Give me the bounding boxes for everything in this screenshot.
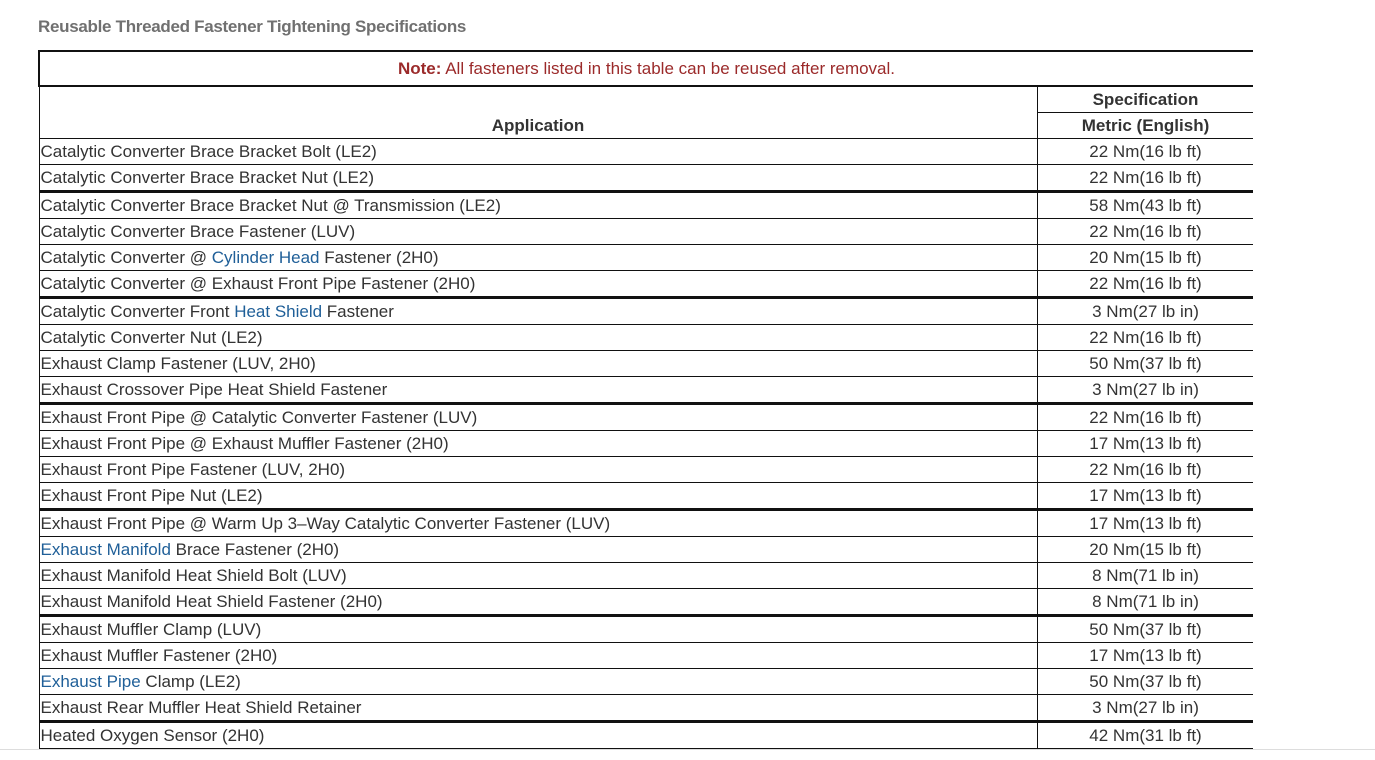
application-text: Catalytic Converter Brace Bracket Nut @ Transmission (LE2) bbox=[40, 196, 501, 215]
bottom-bar bbox=[0, 749, 1375, 760]
table-row bbox=[39, 537, 1253, 563]
application-text: Exhaust Front Pipe @ Warm Up 3–Way Catalytic Converter Fastener (LUV) bbox=[40, 514, 611, 533]
specification-cell: 22 Nm(16 lb ft) bbox=[1037, 271, 1253, 298]
application-cell bbox=[39, 431, 1037, 457]
application-text: Catalytic Converter @ bbox=[40, 248, 212, 267]
table-row bbox=[39, 563, 1253, 589]
application-text: Exhaust Rear Muffler Heat Shield Retainer bbox=[40, 698, 362, 717]
application-text: Exhaust Muffler Fastener (2H0) bbox=[40, 646, 278, 665]
application-text: Catalytic Converter @ Exhaust Front Pipe Fastener (2H0) bbox=[40, 274, 476, 293]
specification-cell: 17 Nm(13 lb ft) bbox=[1037, 643, 1253, 669]
specification-cell: 22 Nm(16 lb ft) bbox=[1037, 165, 1253, 192]
specification-cell: 20 Nm(15 lb ft) bbox=[1037, 537, 1253, 563]
application-text: Fastener bbox=[322, 302, 394, 321]
specification-cell: 50 Nm(37 lb ft) bbox=[1037, 669, 1253, 695]
application-text: Exhaust Front Pipe Fastener (LUV, 2H0) bbox=[40, 460, 346, 479]
application-text: Catalytic Converter Brace Fastener (LUV) bbox=[40, 222, 356, 241]
specification-cell: 50 Nm(37 lb ft) bbox=[1037, 351, 1253, 377]
application-cell bbox=[39, 139, 1037, 165]
term-link[interactable]: Heat Shield bbox=[234, 302, 323, 321]
term-link[interactable]: Exhaust Pipe bbox=[40, 672, 141, 691]
application-cell bbox=[39, 298, 1037, 325]
table-row bbox=[39, 139, 1253, 165]
note-label: Note: bbox=[397, 59, 442, 78]
note-text: All fasteners listed in this table can be reused after removal. bbox=[441, 59, 896, 78]
application-cell bbox=[39, 695, 1037, 722]
specification-cell: 3 Nm(27 lb in) bbox=[1037, 298, 1253, 325]
page-title: Reusable Threaded Fastener Tightening Specifications bbox=[38, 17, 467, 36]
application-text: Exhaust Manifold Heat Shield Bolt (LUV) bbox=[40, 566, 347, 585]
specification-cell: 22 Nm(16 lb ft) bbox=[1037, 139, 1253, 165]
specification-cell: 22 Nm(16 lb ft) bbox=[1037, 404, 1253, 431]
application-text: Exhaust Front Pipe @ Catalytic Converter Fastener (LUV) bbox=[40, 408, 478, 427]
header-application: Application bbox=[39, 86, 1037, 139]
table-row bbox=[39, 457, 1253, 483]
application-cell bbox=[39, 643, 1037, 669]
table-row bbox=[39, 192, 1253, 219]
application-cell bbox=[39, 483, 1037, 510]
specification-cell: 17 Nm(13 lb ft) bbox=[1037, 431, 1253, 457]
table-row bbox=[39, 695, 1253, 722]
application-cell bbox=[39, 404, 1037, 431]
specification-cell: 17 Nm(13 lb ft) bbox=[1037, 510, 1253, 537]
header-metric-english: Metric (English) bbox=[1037, 113, 1253, 139]
application-text: Catalytic Converter Brace Bracket Nut (LE2) bbox=[40, 168, 375, 187]
application-text: Exhaust Clamp Fastener (LUV, 2H0) bbox=[40, 354, 316, 373]
application-cell bbox=[39, 192, 1037, 219]
table-row bbox=[39, 165, 1253, 192]
application-cell bbox=[39, 616, 1037, 643]
specification-cell: 22 Nm(16 lb ft) bbox=[1037, 219, 1253, 245]
table-row bbox=[39, 351, 1253, 377]
specification-cell: 8 Nm(71 lb in) bbox=[1037, 589, 1253, 616]
table-row bbox=[39, 431, 1253, 457]
application-cell bbox=[39, 245, 1037, 271]
table-row bbox=[39, 589, 1253, 616]
specification-cell: 42 Nm(31 lb ft) bbox=[1037, 722, 1253, 749]
table-row bbox=[39, 325, 1253, 351]
table-row bbox=[39, 271, 1253, 298]
application-text: Exhaust Crossover Pipe Heat Shield Fastener bbox=[40, 380, 388, 399]
application-text: Clamp (LE2) bbox=[140, 672, 241, 691]
application-text: Exhaust Muffler Clamp (LUV) bbox=[40, 620, 262, 639]
application-cell bbox=[39, 351, 1037, 377]
application-text: Catalytic Converter Nut (LE2) bbox=[40, 328, 263, 347]
spec-table-container bbox=[38, 50, 1253, 749]
application-text: Heated Oxygen Sensor (2H0) bbox=[40, 726, 265, 745]
application-cell bbox=[39, 377, 1037, 404]
table-row bbox=[39, 669, 1253, 695]
specification-cell: 20 Nm(15 lb ft) bbox=[1037, 245, 1253, 271]
application-text: Exhaust Manifold Heat Shield Fastener (2H0) bbox=[40, 592, 383, 611]
application-text: Fastener (2H0) bbox=[319, 248, 439, 267]
application-text: Brace Fastener (2H0) bbox=[170, 540, 340, 559]
application-text: Exhaust Front Pipe Nut (LE2) bbox=[40, 486, 263, 505]
table-row bbox=[39, 377, 1253, 404]
application-cell bbox=[39, 325, 1037, 351]
specification-cell: 3 Nm(27 lb in) bbox=[1037, 695, 1253, 722]
application-text: Exhaust Front Pipe @ Exhaust Muffler Fastener (2H0) bbox=[40, 434, 449, 453]
specification-cell: 50 Nm(37 lb ft) bbox=[1037, 616, 1253, 643]
application-cell bbox=[39, 563, 1037, 589]
table-row bbox=[39, 298, 1253, 325]
application-cell bbox=[39, 722, 1037, 749]
application-cell bbox=[39, 165, 1037, 192]
specification-cell: 8 Nm(71 lb in) bbox=[1037, 563, 1253, 589]
specification-cell: 22 Nm(16 lb ft) bbox=[1037, 325, 1253, 351]
application-text: Catalytic Converter Front bbox=[40, 302, 235, 321]
table-row bbox=[39, 483, 1253, 510]
table-row bbox=[39, 643, 1253, 669]
application-cell bbox=[39, 457, 1037, 483]
application-cell bbox=[39, 669, 1037, 695]
application-cell bbox=[39, 510, 1037, 537]
term-link[interactable]: Exhaust Manifold bbox=[40, 540, 171, 559]
application-text: Catalytic Converter Brace Bracket Bolt (LE2) bbox=[40, 142, 377, 161]
specification-cell: 22 Nm(16 lb ft) bbox=[1037, 457, 1253, 483]
application-cell bbox=[39, 219, 1037, 245]
application-cell bbox=[39, 271, 1037, 298]
specification-cell: 17 Nm(13 lb ft) bbox=[1037, 483, 1253, 510]
specification-cell: 58 Nm(43 lb ft) bbox=[1037, 192, 1253, 219]
table-note bbox=[39, 51, 1253, 86]
application-cell bbox=[39, 537, 1037, 563]
application-cell bbox=[39, 589, 1037, 616]
term-link[interactable]: Cylinder Head bbox=[211, 248, 320, 267]
table-row bbox=[39, 404, 1253, 431]
header-specification: Specification bbox=[1037, 86, 1253, 113]
table-row bbox=[39, 722, 1253, 749]
specification-cell: 3 Nm(27 lb in) bbox=[1037, 377, 1253, 404]
table-row bbox=[39, 616, 1253, 643]
table-row bbox=[39, 245, 1253, 271]
spec-table bbox=[38, 50, 1253, 749]
table-row bbox=[39, 510, 1253, 537]
table-row bbox=[39, 219, 1253, 245]
